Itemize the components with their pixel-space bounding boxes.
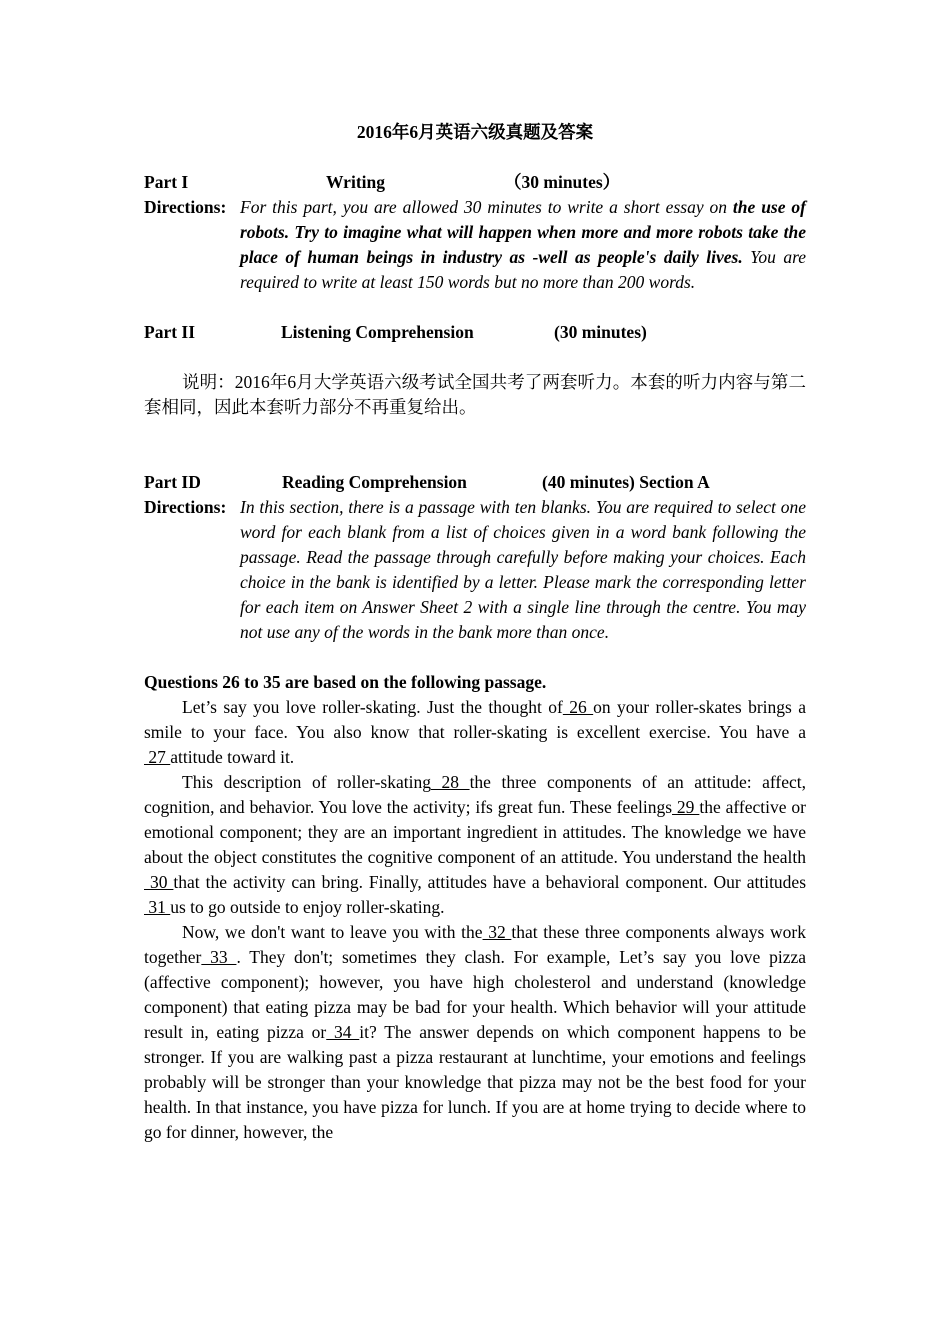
passage-paragraph-2: This description of roller-skating 28 the three components of an attitude: affect, cognition, and behavior. You love the activity; ifs great fun. These feelings 29 the affective or emotional component; they are an important ingredient in attitudes. The knowledge we have about the object constitutes the cognitive component of an attitude. You understand the health 30 that the activity can bring. Finally, attitudes have a behavioral component. Our attitudes 31 us to go outside to enjoy roller-skating. xyxy=(144,772,807,917)
part1-directions-pre: For this part, you are allowed 30 minutes to write a short essay on xyxy=(240,197,733,217)
part3-directions-text: In this section, there is a passage with ten blanks. You are required to select one word for each blank from a list of choices given in a word bank following the passage. Read the passage through carefully before making your choices. Each choice in the bank is identified by a letter. Please mark the corresponding letter for each item on Answer Sheet 2 with a single line through the centre. You may not use any of the words in the bank more than once. xyxy=(240,497,806,642)
blank-26: 26 xyxy=(562,697,594,717)
part2-label: Part II xyxy=(144,322,196,342)
blank-27: 27 xyxy=(144,747,171,767)
part1-header xyxy=(144,170,806,195)
blank-31: 31 xyxy=(144,897,171,917)
part1-label: Part I xyxy=(144,172,189,192)
document-page xyxy=(144,120,806,1145)
passage-paragraph-1: Let’s say you love roller-skating. Just the thought of 26 on your roller-skates brings a smile to your face. You also know that roller-skating is excellent exercise. You have a 27 attitude toward it. xyxy=(144,697,806,767)
part2-header xyxy=(144,320,806,345)
part1-directions-label: Directions: xyxy=(144,197,227,217)
blank-28: 28 xyxy=(430,772,470,792)
part2-name: Listening Comprehension xyxy=(281,322,474,342)
part3-label: Part ID xyxy=(144,472,201,492)
blank-29: 29 xyxy=(672,797,700,817)
questions-heading: Questions 26 to 35 are based on the following passage. xyxy=(144,672,547,692)
blank-30: 30 xyxy=(144,872,174,892)
part1-directions-topic: the use of robots. Try to imagine what will happen when more and more robots take the place of human beings in industry as -well as people's daily lives. xyxy=(240,197,807,267)
part1-time: （30 minutes） xyxy=(504,172,621,192)
part1-directions-text xyxy=(240,195,806,295)
part1-directions xyxy=(144,195,806,295)
part3-time: (40 minutes) Section A xyxy=(542,472,710,492)
part3-directions-label: Directions: xyxy=(144,497,227,517)
part2-note: 说明：2016年6月大学英语六级考试全国共考了两套听力。本套的听力内容与第二套相同，因此本套听力部分不再重复给出。 xyxy=(144,372,806,417)
part3-header xyxy=(144,470,806,495)
document-title: 2016年6月英语六级真题及答案 xyxy=(356,122,594,142)
part3-name: Reading Comprehension xyxy=(282,472,467,492)
blank-32: 32 xyxy=(482,922,512,942)
part3-directions xyxy=(144,495,806,645)
passage-paragraph-3: Now, we don't want to leave you with the 32 that these three components always work together 33 . They don't; sometimes they clash. For example, Let’s say you love pizza (affective component); however, you have high cholesterol and understand (knowledge component) that eating pizza may be bad for your health. Which behavior will your attitude result in, eating pizza or 34 it? The answer depends on which component happens to be stronger. If you are walking past a pizza restaurant at lunchtime, your emotions and feelings probably will be stronger than your knowledge that pizza may not be the best food for your health. In that instance, you have pizza for lunch. If you are at home trying to decide where to go for dinner, however, the xyxy=(144,922,807,1142)
blank-34: 34 xyxy=(326,1022,360,1042)
part1-name: Writing xyxy=(326,172,385,192)
blank-33: 33 xyxy=(201,947,237,967)
part1-directions-post: You are required to write at least 150 words but no more than 200 words. xyxy=(240,247,806,292)
part2-time: (30 minutes) xyxy=(554,322,647,342)
